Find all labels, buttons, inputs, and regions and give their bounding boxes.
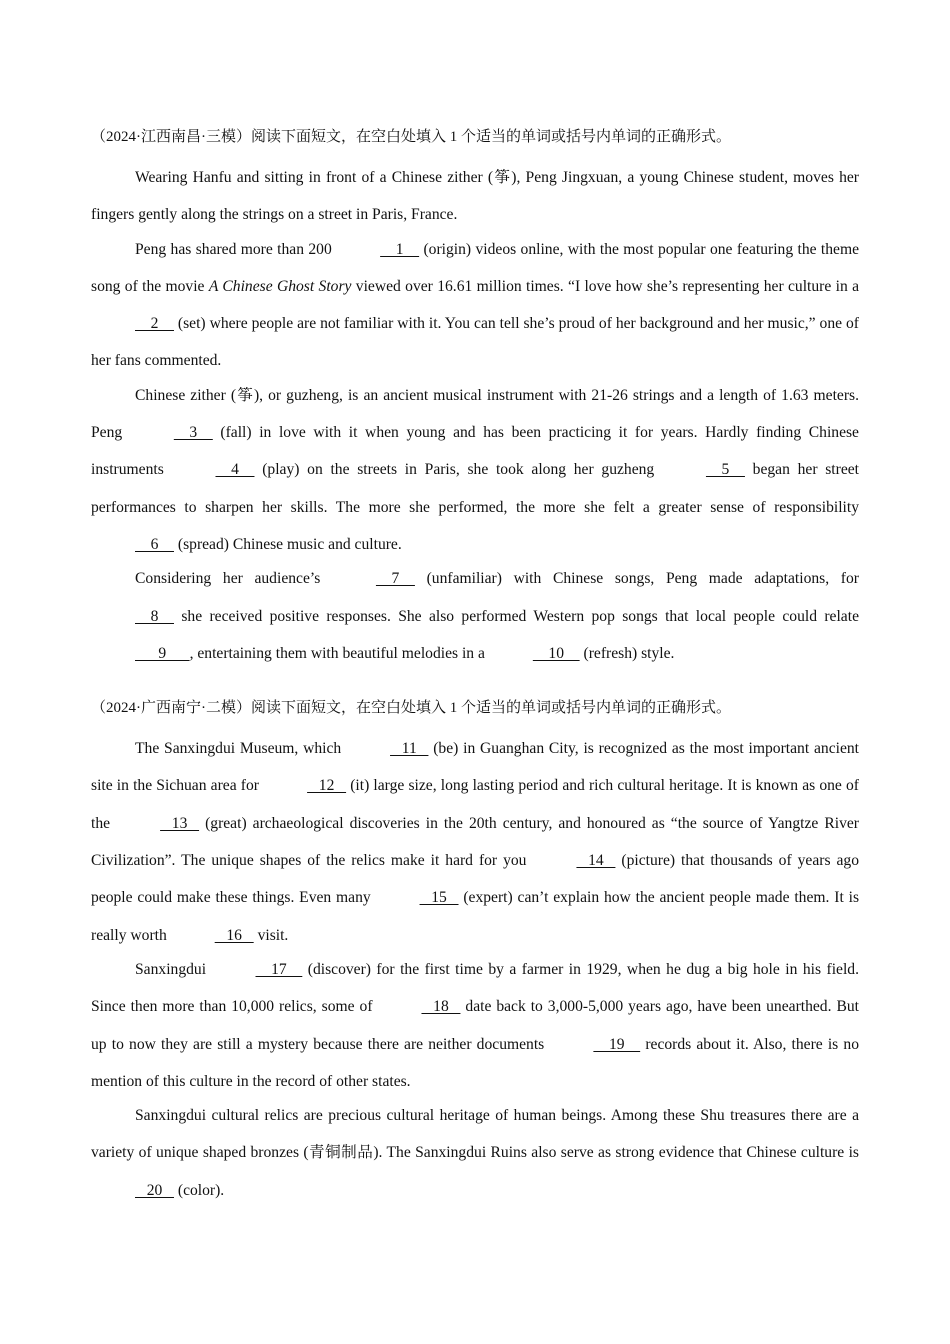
passage-1-paragraph-2 [91, 231, 859, 380]
text-run: Chinese zither (筝), or guzheng, is an ancient musical instrument with 21-26 strings and a length of 1.63 meters. Peng [91, 386, 859, 442]
text-run: (origin) videos online, with the most popular one featuring the theme song of the movie [91, 240, 859, 295]
passage-2-paragraph-1 [91, 730, 859, 954]
blank-7[interactable]: 7 [375, 570, 415, 588]
text-run: (play) on the streets in Paris, she took along her guzheng [254, 461, 662, 479]
passage-2-paragraph-3 [91, 1097, 859, 1209]
text-run: (picture) that thousands of years ago people could make these things. Even many [91, 852, 860, 907]
passage-2 [91, 695, 859, 1209]
blank-18[interactable]: 18 [421, 998, 461, 1016]
text-run: Considering her audience’s [135, 570, 332, 588]
text-run: The Sanxingdui Museum, which [135, 740, 347, 758]
text-run: (spread) Chinese music and culture. [173, 535, 402, 553]
blank-17[interactable]: 17 [255, 960, 303, 978]
text-run: visit. [253, 926, 289, 944]
blank-14[interactable]: 14 [576, 852, 616, 870]
blank-13[interactable]: 13 [160, 814, 200, 832]
movie-title: A Chinese Ghost Story [208, 277, 352, 295]
text-run: (set) where people are not familiar with it. You can tell she’s proud of her background and her music,” one of her fans commented. [91, 315, 859, 370]
text-run: (discover) for the first time by a farmer in 1929, when he dug a big hole in his field. Since then more than 10,000 relics, some of [91, 960, 859, 1016]
blank-19[interactable]: 19 [593, 1035, 641, 1053]
text-run: Sanxingdui [135, 960, 212, 978]
text-run: , entertaining them with beautiful melodies in a [189, 644, 489, 662]
passage-1-paragraph-1: Wearing Hanfu and sitting in front of a Chinese zither (筝), Peng Jingxuan, a young Chinese student, moves her fingers gently along the strings on a street in Paris, France. [91, 169, 859, 224]
blank-6[interactable]: 6 [135, 535, 174, 553]
text-run: (refresh) style. [579, 644, 675, 662]
passage-1-heading: （2024·江西南昌·三模）阅读下面短文，在空白处填入 1 个适当的单词或括号内单词的正确形式。 [91, 129, 731, 145]
blank-11[interactable]: 11 [390, 740, 429, 758]
text-run: (expert) can’t explain how the ancient people made them. It is really worth [91, 889, 860, 944]
passage-1-paragraph-4 [91, 560, 859, 672]
text-run: (color). [173, 1181, 225, 1199]
text-run: Sanxingdui cultural relics are precious cultural heritage of human beings. Among these Shu treasures there are a variety of unique shaped bronzes (青铜制品). The Sanxingdui Ruins also serve as strong evidence that Chinese culture is [91, 1107, 859, 1162]
passage-1 [91, 124, 859, 672]
blank-8[interactable]: 8 [135, 607, 174, 625]
blank-9[interactable]: 9 [135, 644, 190, 662]
text-run: (great) archaeological discoveries in the 20th century, and honoured as “the source of Yangtze River Civilization”. The unique shapes of the relics make it hard for you [91, 814, 859, 870]
blank-3[interactable]: 3 [173, 424, 213, 442]
text-run: (be) in Guanghan City, is recognized as the most important ancient site in the Sichuan area for [91, 740, 859, 795]
text-run: records about it. Also, there is no mention of this culture in the record of other states. [91, 1035, 859, 1090]
text-run: Peng has shared more than 200 [135, 240, 337, 258]
blank-20[interactable]: 20 [135, 1181, 174, 1199]
passage-2-paragraph-2 [91, 951, 859, 1100]
document-page [91, 124, 859, 1206]
blank-5[interactable]: 5 [705, 461, 745, 479]
blank-1[interactable]: 1 [380, 240, 420, 258]
text-run: (it) large size, long lasting period and rich cultural heritage. It is known as one of the [91, 777, 859, 832]
blank-16[interactable]: 16 [214, 926, 254, 944]
blank-10[interactable]: 10 [532, 644, 580, 662]
text-run: (fall) in love with it when young and has been practicing it for years. Hardly finding Chinese instruments [91, 424, 859, 479]
blank-12[interactable]: 12 [307, 777, 347, 795]
passage-1-paragraph-3 [91, 377, 859, 563]
passage-2-heading: （2024·广西南宁·二模）阅读下面短文，在空白处填入 1 个适当的单词或括号内单词的正确形式。 [91, 700, 731, 717]
blank-2[interactable]: 2 [135, 315, 174, 333]
text-run: date back to 3,000-5,000 years ago, have been unearthed. But up to now they are still a mystery because there are neither documents [91, 998, 859, 1053]
text-run: she received positive responses. She also performed Western pop songs that local people could relate [173, 607, 859, 625]
text-run: began her street performances to sharpen her skills. The more she performed, the more she felt a greater sense of responsibility [91, 461, 860, 516]
blank-15[interactable]: 15 [419, 889, 459, 907]
blank-4[interactable]: 4 [215, 461, 255, 479]
text-run: viewed over 16.61 million times. “I love how she’s representing her culture in a [351, 277, 859, 295]
text-run: (unfamiliar) with Chinese songs, Peng made adaptations, for [414, 570, 859, 588]
